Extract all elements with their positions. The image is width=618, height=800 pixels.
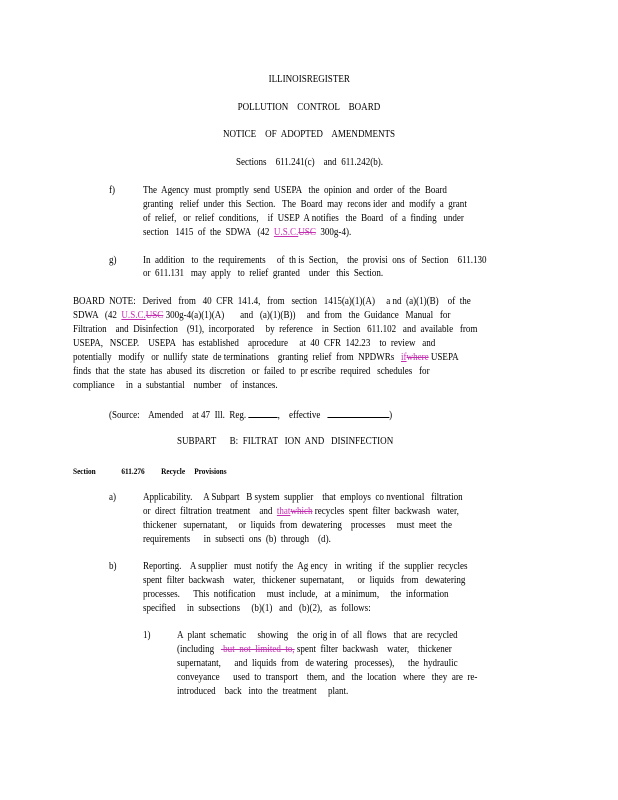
text-run: (Source: Amended at 47 Ill. Reg. [109, 410, 247, 421]
deleted-text: where [406, 352, 429, 363]
inserted-text: U.S.C. [273, 227, 299, 238]
text-run: potentially modify or nullify state de terminations granting relief from NPDWRs [73, 352, 402, 363]
section-label: Section [73, 466, 96, 476]
para-a-label: a) [109, 492, 117, 503]
text-run: ) [389, 410, 393, 421]
board-title: POLLUTION CONTROL BOARD [237, 102, 381, 113]
para-b1-line: supernatant, and liquids from de watering processes), the hydraulic [177, 658, 458, 669]
para-a-line: requirements in subsecti ons (b) through (d). [143, 534, 331, 545]
para-a-line: Applicability. A Subpart B system supplier that employs co nventional filtration [143, 492, 463, 503]
para-b-line: processes. This notification must include, at a minimum, the information [143, 589, 449, 600]
para-b1-line: conveyance used to transport them, and the location where they are re- [177, 672, 478, 683]
register-title: ILLINOISREGISTER [268, 74, 350, 85]
text-run: USEPA [428, 352, 459, 363]
blank-line [248, 408, 277, 418]
para-g-line: In addition to the requirements of th is Section, the provisi ons of Section 611.130 [143, 255, 487, 266]
text-run: (including [177, 644, 221, 655]
deleted-text: which [290, 506, 313, 517]
text-run: recycles spent filter backwash water, [312, 506, 459, 517]
inserted-text: U.S.C. [121, 310, 146, 321]
para-b-line: spent filter backwash water, thickener supernatant, or liquids from dewatering [143, 575, 466, 586]
para-b-label: b) [109, 561, 117, 572]
section-heading [73, 465, 227, 477]
para-f-line: granting relief under this Section. The Board may recons ider and modify a grant [143, 199, 467, 210]
text-run: 300g-4). [315, 227, 352, 238]
para-b-line: Reporting. A supplier must notify the Ag ency in writing if the supplier recycles [143, 561, 468, 572]
text-run: spent filter backwash water, thickener [294, 644, 452, 655]
board-note-line: Filtration and Disinfection (91), incorporated by reference in Section 611.102 and available from [73, 324, 478, 335]
board-note-line [73, 352, 459, 364]
deleted-text: USC [298, 227, 316, 238]
para-b1-line: introduced back into the treatment plant. [177, 686, 349, 697]
para-g-line: or 611.131 may apply to relief granted under this Section. [143, 268, 384, 279]
para-b-line: specified in subsections (b)(1) and (b)(2), as follows: [143, 603, 371, 614]
para-f-line: of relief, or relief conditions, if USEP A notifies the Board of a finding under [143, 213, 464, 224]
text-run: or direct filtration treatment and [143, 506, 277, 517]
para-b1-line [177, 644, 452, 656]
section-title: Recycle Provisions [161, 466, 227, 476]
deleted-text: USC [145, 310, 164, 321]
para-b1-line: A plant schematic showing the orig in of all flows that are recycled [177, 630, 458, 641]
notice-title: NOTICE OF ADOPTED AMENDMENTS [222, 129, 396, 140]
text-run: section 1415 of the SDWA (42 [143, 227, 274, 238]
subpart-heading: SUBPART B: FILTRAT ION AND DISINFECTION [177, 436, 394, 447]
section-number: 611.276 [121, 466, 145, 476]
para-b1-label: 1) [143, 630, 151, 641]
text-run: 300g-4(a)(1)(A) and (a)(1)(B)) and from the Guidance Manual for [163, 310, 451, 321]
inserted-text: if [401, 352, 407, 363]
para-f-line: The Agency must promptly send USEPA the opinion and order of the Board [143, 185, 447, 196]
text-run: SDWA (42 [73, 310, 122, 321]
para-a-line: thickener supernatant, or liquids from dewatering processes must meet the [143, 520, 452, 531]
board-note-line: BOARD NOTE: Derived from 40 CFR 141.4, from section 1415(a)(1)(A) a nd (a)(1)(B) of the [73, 296, 471, 307]
board-note-line: USEPA, NSCEP. USEPA has established aprocedure at 40 CFR 142.23 to review and [73, 338, 436, 349]
para-f-line [143, 227, 351, 239]
board-note-line: finds that the state has abused its discretion or failed to pr escribe required schedules for [73, 366, 430, 377]
board-note-line: compliance in a substantial number of instances. [73, 380, 278, 391]
para-a-line [143, 506, 459, 518]
source-line [109, 408, 392, 422]
blank-line [327, 408, 389, 418]
deleted-text: but not limited to, [220, 644, 295, 655]
inserted-text: that [276, 506, 291, 517]
sections-heading: Sections 611.241(c) and 611.242(b). [235, 157, 383, 168]
board-note-line [73, 310, 450, 322]
text-run: , effective [277, 410, 321, 421]
para-g-label: g) [109, 255, 117, 266]
para-f-label: f) [109, 185, 116, 196]
